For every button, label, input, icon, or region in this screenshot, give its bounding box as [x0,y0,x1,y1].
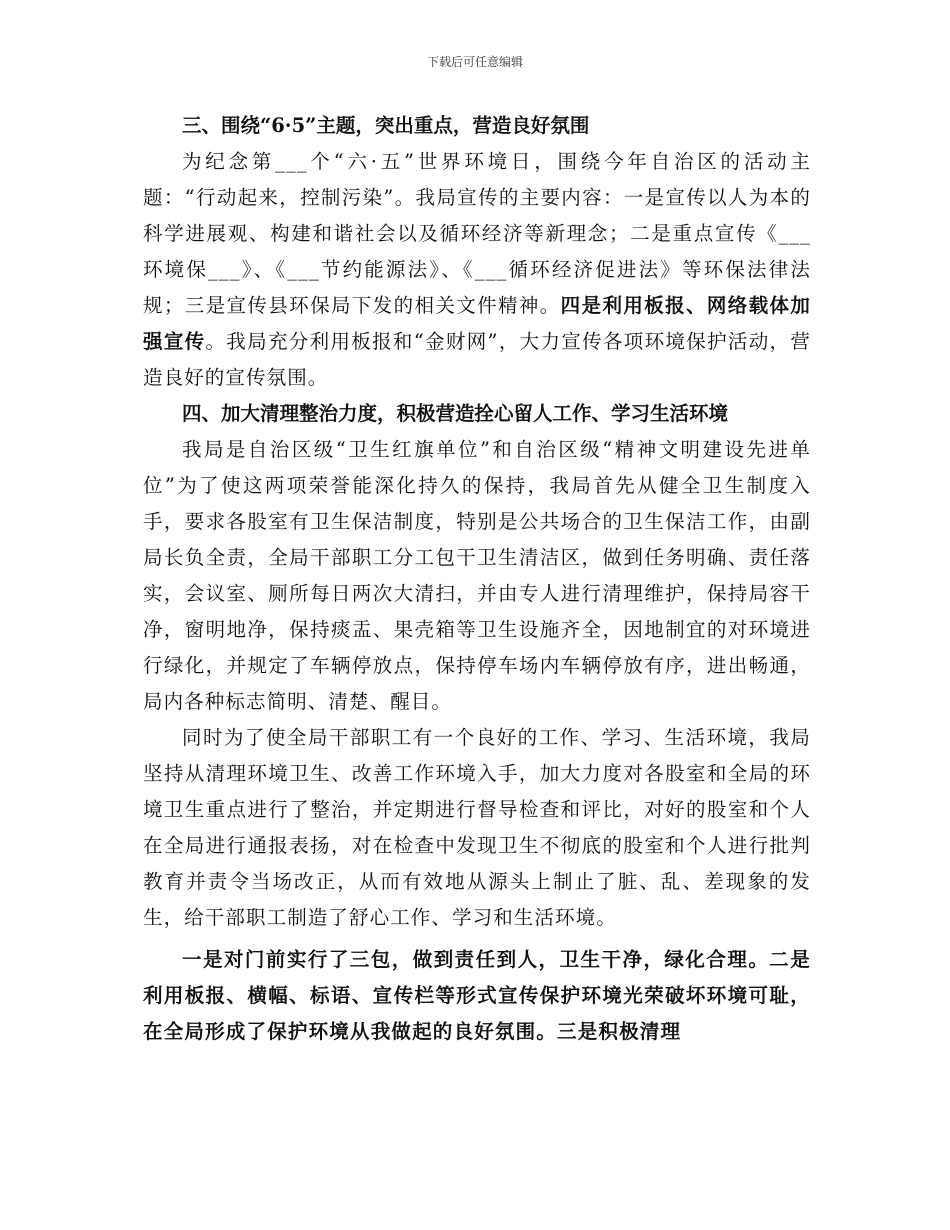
section-4-paragraph-3: 一是对门前实行了三包，做到责任到人，卫生干净，绿化合理。二是利用板报、横幅、标语、宣传栏等形式宣传保护环境光荣破坏环境可耻，在全局形成了保护环境从我做起的良好氛围。三是积极清理 [143,948,811,1043]
document-body [143,108,811,1050]
section-3-bold-phrase: 四是利用板报、网络载体加强宣传 [143,294,811,353]
section-4-heading: 四、加大清理整治力度，积极营造拴心留人工作、学习生活环境 [182,402,729,425]
section-4-paragraph-2: 同时为了使全局干部职工有一个良好的工作、学习、生活环境，我局坚持从清理环境卫生、改善工作环境入手，加大力度对各股室和全局的环境卫生重点进行了整治，并定期进行督导检查和评比，对好的股室和个人在全局进行通报表扬，对在检查中发现卫生不彻底的股室和个人进行批判教育并责令当场改正，从而有效地从源头上制止了脏、乱、差现象的发生，给干部职工制造了舒心工作、学习和生活环境。 [143,726,811,929]
section-3-heading: 三、围绕“6·5”主题，突出重点，营造良好氛围 [182,114,590,137]
section-3-paragraph [143,144,811,396]
section-4-paragraph-1: 我局是自治区级“卫生红旗单位”和自治区级“精神文明建设先进单位”为了使这两项荣誉能深化持久的保持，我局首先从健全卫生制度入手，要求各股室有卫生保洁制度，特别是公共场合的卫生保洁工作，由副局长负全责，全局干部职工分工包干卫生清洁区，做到任务明确、责任落实，会议室、厕所每日两次大清扫，并由专人进行清理维护，保持局容干净，窗明地净，保持痰盂、果壳箱等卫生设施齐全，因地制宜的对环境进行绿化，并规定了车辆停放点，保持停车场内车辆停放有序，进出畅通，局内各种标志简明、清楚、醒目。 [143,438,811,713]
section-3-text: 为纪念第___个“六·五”世界环境日，围绕今年自治区的活动主题：“行动起来，控制污染”。我局宣传的主要内容：一是宣传以人为本的科学进展观、构建和谐社会以及循环经济等新理念；二是重点宣传《___环境保___》、《___节约能源法》、《___循环经济促进法》等环保法律法规；三是宣传县环保局下发的相关文件精神。 [143,150,811,317]
section-3-tail: 。我局充分利用板报和“金财网”，大力宣传各项环境保护活动，营造良好的宣传氛围。 [143,330,811,389]
header-note: 下载后可任意编辑 [426,55,523,69]
